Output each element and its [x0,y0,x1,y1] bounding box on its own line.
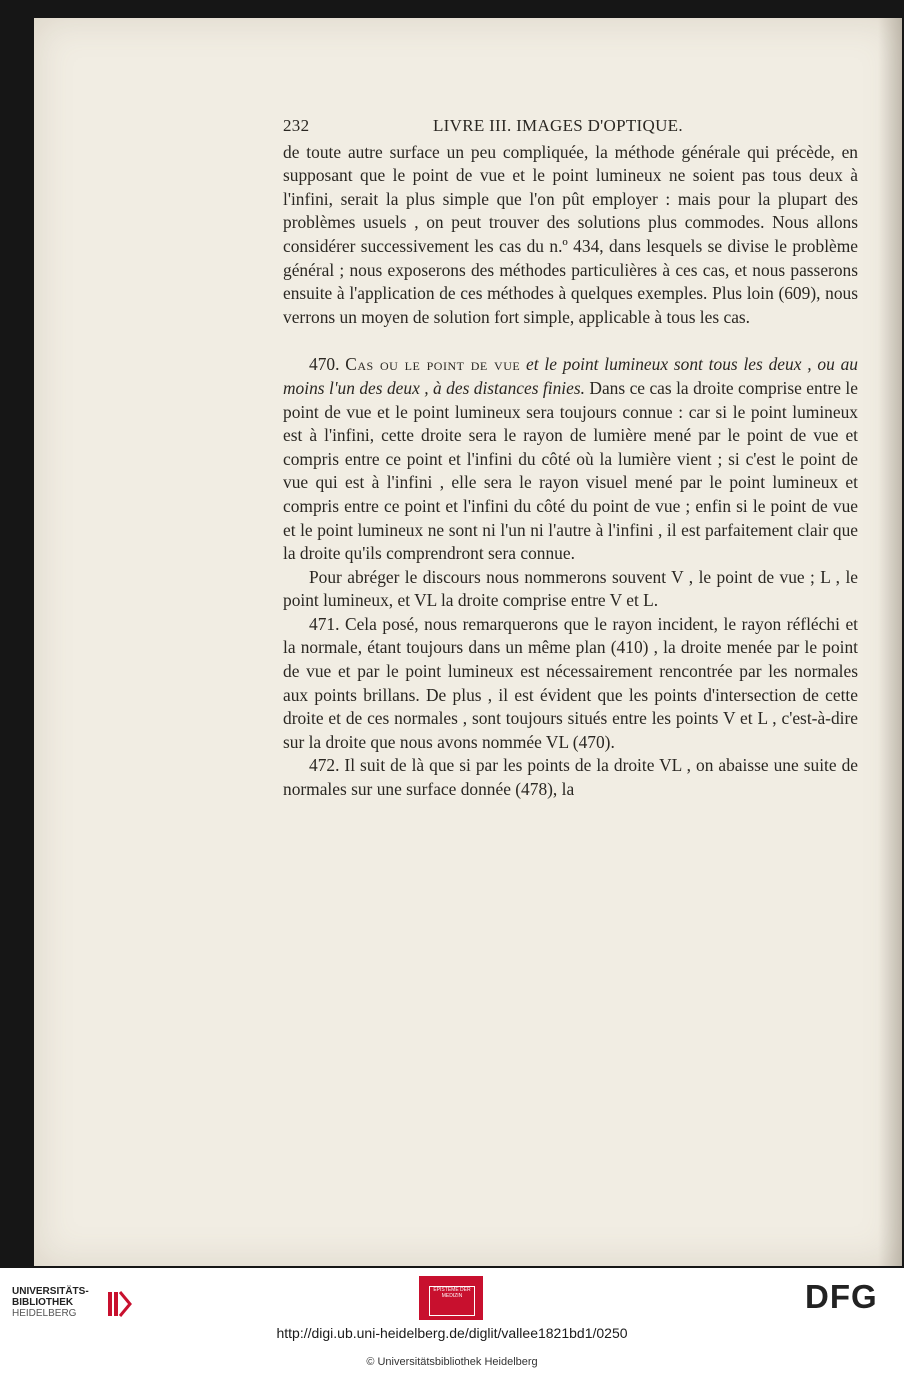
section-470-body: Dans ce cas la droite comprise entre le point de vue et le point lumineux sera toujours connue : car si le point lumineux est à l'infini, cette droite sera le rayon de lumière mené par le point de vue et compris entre ce point et l'infini du côté où la lumière vient ; si c'est le point de vue qui est à l'infini , elle sera le rayon visuel mené par le point lumineux et compris entre ce point et l'infini du côté du point de vue ; enfin si le point de vue et le point lumineux ne sont ni l'un ni l'autre à l'infini , il est parfaitement clair que la droite qu'ils comprendront sera connue. [283,377,858,564]
book-page [34,18,902,1266]
copyright-notice: © Universitätsbibliothek Heidelberg [366,1356,538,1368]
episteme-logo-text: EPISTEME DER MEDIZIN [433,1287,471,1299]
section-470-heading-italic: et le point lumineux sont tous les deux , ou au moins l'un des deux , à des distances finies. [283,354,858,398]
library-mark-icon [106,1288,132,1320]
viewer-footer [0,1268,904,1378]
section-470-heading: Cas ou le point de vue [345,354,521,375]
paragraph-abreger: Pour abréger le discours nous nommerons souvent V , le point de vue ; L , le point lumineux, et VL la droite comprise entre V et L. [283,566,858,611]
running-head-title: LIVRE III. IMAGES D'OPTIQUE. [433,116,683,135]
dfg-logo[interactable]: DFG [805,1278,878,1315]
text-block [283,114,858,802]
section-470 [283,353,858,565]
university-library-logo[interactable] [12,1286,132,1328]
section-470-number: 470. [309,354,340,375]
paragraph-472: 472. Il suit de là que si par les points de la droite VL , on abaisse une suite de normales sur une surface donnée (478), la [283,755,858,800]
running-head [283,114,858,138]
library-name-line1: UNIVERSITÄTS- [12,1286,89,1297]
episteme-logo[interactable] [419,1276,483,1320]
episteme-logo-frame [429,1286,475,1316]
permalink-url[interactable]: http://digi.ub.uni-heidelberg.de/diglit/vallee1821bd1/0250 [276,1325,628,1341]
page-number: 232 [283,116,310,135]
paragraph-intro: de toute autre surface un peu compliquée, la méthode générale qui précède, en supposant que le point de vue et le point lumineux ne soient pas tous deux à l'infini, serait la plus simple que l'on pût employer : mais pour la plupart des problèmes usuels , on peut trouver des solutions plus commodes. Nous allons considérer successivement les cas du n.º 434, dans lesquels se divise le problème général ; nous exposerons des méthodes particulières à ces cas, et nous passerons ensuite à l'application de ces méthodes à quelques exemples. Plus loin (609), nous verrons un moyen de solution fort simple, applicable à tous les cas. [283,141,858,327]
paragraph-471: 471. Cela posé, nous remarquerons que le rayon incident, le rayon réfléchi et la normale, étant toujours dans un même plan (410) , la droite menée par le point de vue et par le point lumineux est nécessairement rencontrée par les normales aux points brillans. De plus , il est évident que les points d'intersection de cette droite et de ces normales , sont toujours situés entre les points V et L , c'est-à-dire sur la droite que nous avons nommée VL (470). [283,613,858,752]
library-name-line3: HEIDELBERG [12,1308,77,1319]
library-name-line2: BIBLIOTHEK [12,1297,74,1308]
